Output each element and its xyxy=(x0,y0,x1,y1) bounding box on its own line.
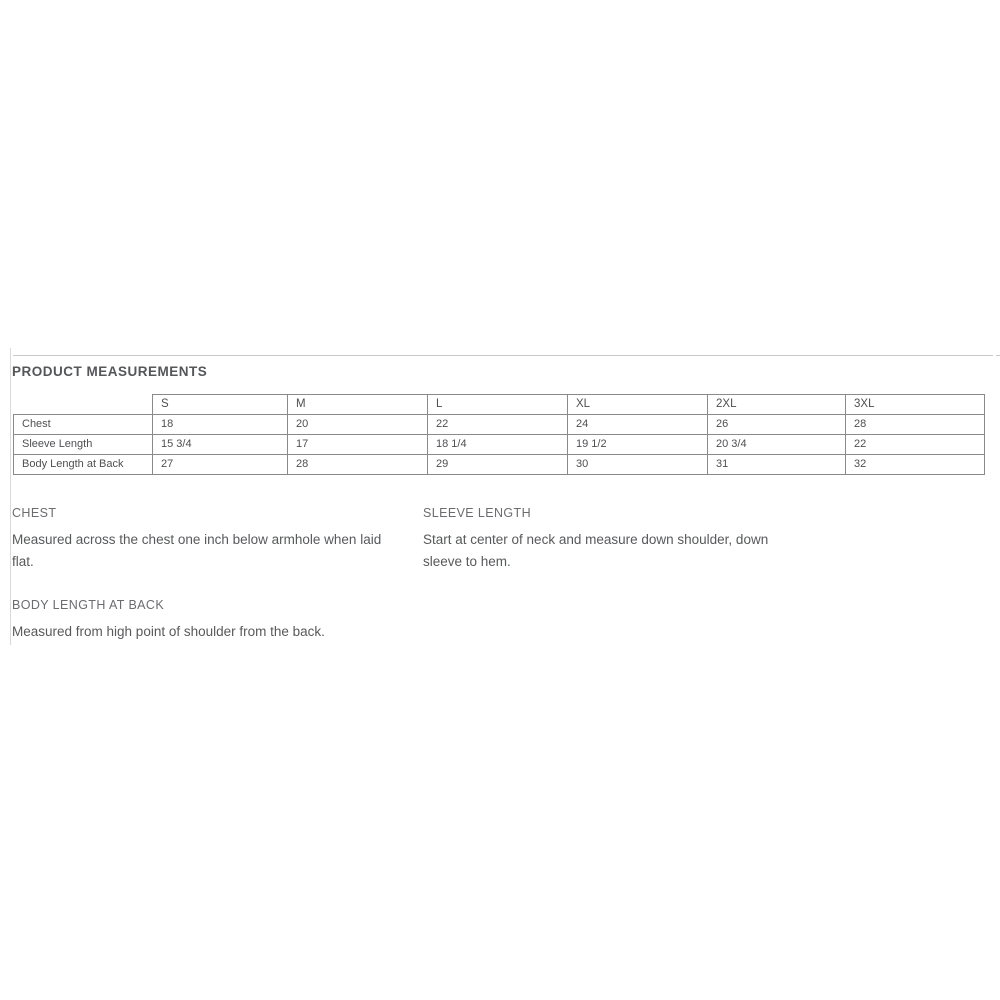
cell-value: 29 xyxy=(428,455,568,475)
cell-value: 24 xyxy=(568,415,708,435)
section-top-divider xyxy=(13,355,993,356)
section-top-divider-right-segment xyxy=(996,355,1000,356)
definition-body-length-at-back-text-line1: Measured from high point of shoulder from the back. xyxy=(12,624,325,639)
size-header-m: M xyxy=(288,395,428,415)
panel-left-divider xyxy=(10,348,11,645)
definition-sleeve-length-text-line1: Start at center of neck and measure down shoulder, down xyxy=(423,532,769,547)
cell-value: 27 xyxy=(153,455,288,475)
cell-value: 15 3/4 xyxy=(153,435,288,455)
definition-chest xyxy=(12,506,381,573)
definition-chest-text-line1: Measured across the chest one inch below armhole when laid xyxy=(12,532,382,547)
cell-value: 20 3/4 xyxy=(708,435,846,455)
size-header-xl: XL xyxy=(568,395,708,415)
size-header-l: L xyxy=(428,395,568,415)
measurements-table xyxy=(13,394,985,475)
cell-value: 28 xyxy=(846,415,985,435)
definition-body-length-at-back-heading: BODY LENGTH AT BACK xyxy=(12,598,165,612)
table-row-chest xyxy=(14,415,985,435)
cell-value: 18 xyxy=(153,415,288,435)
cell-value: 17 xyxy=(288,435,428,455)
cell-value: 22 xyxy=(846,435,985,455)
corner-cell xyxy=(14,395,153,415)
definition-sleeve-length-text-line2: sleeve to hem. xyxy=(423,554,511,569)
cell-value: 19 1/2 xyxy=(568,435,708,455)
size-header-s: S xyxy=(153,395,288,415)
definition-body-length-at-back xyxy=(12,598,325,643)
row-label: Chest xyxy=(14,415,153,435)
section-title: PRODUCT MEASUREMENTS xyxy=(12,364,208,379)
cell-value: 18 1/4 xyxy=(428,435,568,455)
row-label: Body Length at Back xyxy=(14,455,153,475)
definition-sleeve-length-heading: SLEEVE LENGTH xyxy=(423,506,532,520)
size-header-2xl: 2XL xyxy=(708,395,846,415)
cell-value: 20 xyxy=(288,415,428,435)
cell-value: 22 xyxy=(428,415,568,435)
size-header-row xyxy=(14,395,985,415)
cell-value: 28 xyxy=(288,455,428,475)
size-header-3xl: 3XL xyxy=(846,395,985,415)
definition-sleeve-length xyxy=(423,506,768,573)
definition-chest-heading: CHEST xyxy=(12,506,57,520)
cell-value: 32 xyxy=(846,455,985,475)
row-label: Sleeve Length xyxy=(14,435,153,455)
cell-value: 30 xyxy=(568,455,708,475)
cell-value: 26 xyxy=(708,415,846,435)
table-row-sleeve-length xyxy=(14,435,985,455)
cell-value: 31 xyxy=(708,455,846,475)
definition-chest-text-line2: flat. xyxy=(12,554,34,569)
table-row-body-length-at-back xyxy=(14,455,985,475)
